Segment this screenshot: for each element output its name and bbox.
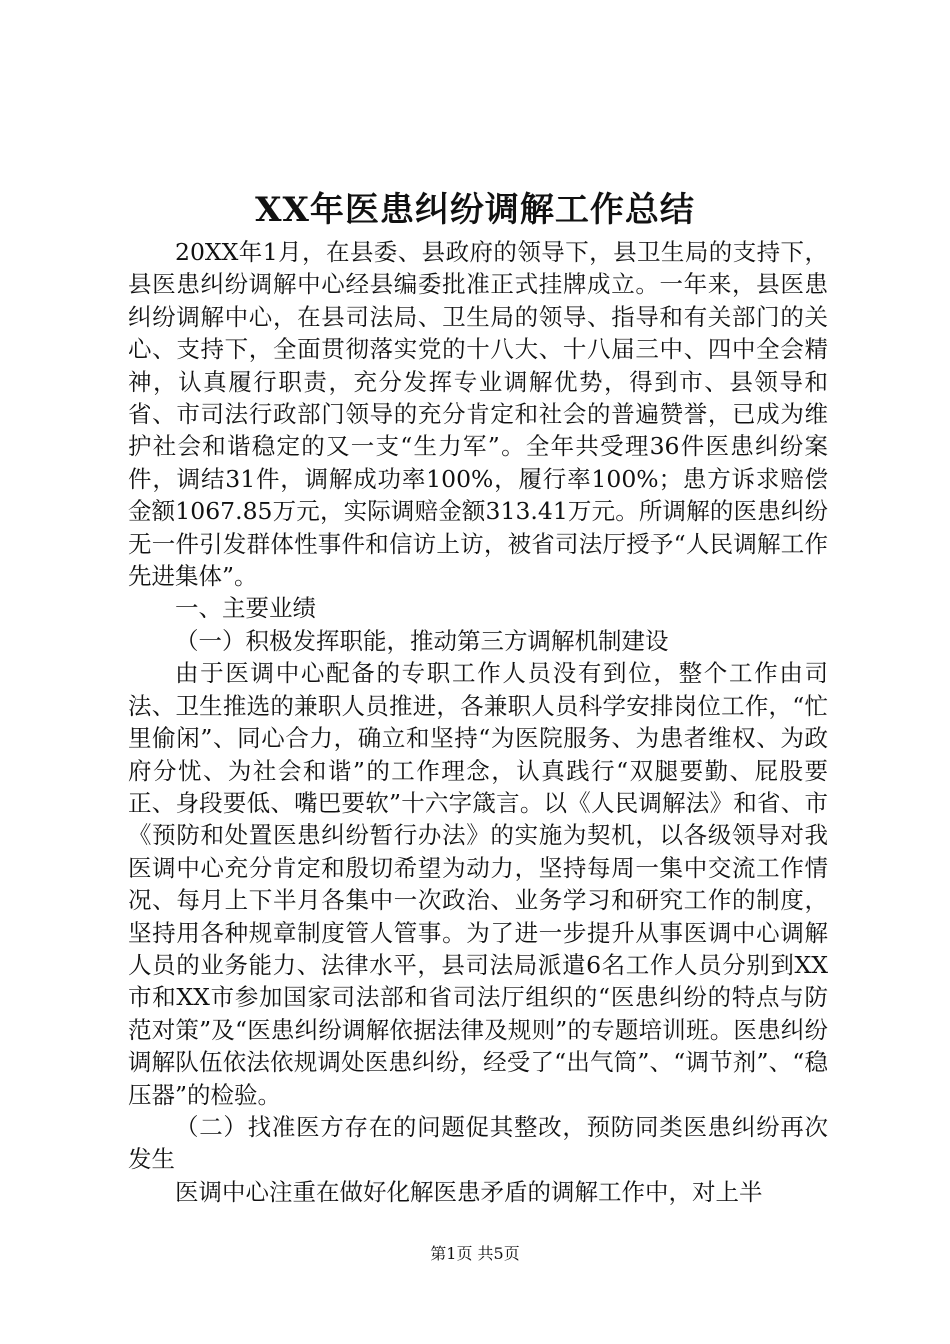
paragraph-subsection-1: 由于医调中心配备的专职工作人员没有到位，整个工作由司法、卫生推选的兼职人员推进，各兼职人员科学安排岗位工作，“忙里偷闲”、同心合力，确立和坚持“为医院服务、为患者维权、为政府分忧、为社会和谐”的工作理念，认真践行“双腿要勤、屁股要正、身段要低、嘴巴要软”十六字箴言。以《人民调解法》和省、市《预防和处置医患纠纷暂行办法》的实施为契机，以各级领导对我医调中心充分肯定和殷切希望为动力，坚持每周一集中交流工作情况、每月上下半月各集中一次政治、业务学习和研究工作的制度，坚持用各种规章制度管人管事。为了进一步提升从事医调中心调解人员的业务能力、法律水平，县司法局派遣6名工作人员分别到XX市和XX市参加国家司法部和省司法厅组织的“医患纠纷的特点与防范对策”及“医患纠纷调解依据法律及规则”的专题培训班。医患纠纷调解队伍依法依规调处医患纠纷，经受了“出气筒”、“调节剂”、“稳压器”的检验。 <box>128 659 828 1109</box>
paragraph-intro: 20XX年1月，在县委、县政府的领导下，县卫生局的支持下，县医患纠纷调解中心经县编委批准正式挂牌成立。一年来，县医患纠纷调解中心，在县司法局、卫生局的领导、指导和有关部门的关心、支持下，全面贯彻落实党的十八大、十八届三中、四中全会精神，认真履行职责，充分发挥专业调解优势，得到市、县领导和省、市司法行政部门领导的充分肯定和社会的普遍赞誉，已成为维护社会和谐稳定的又一支“生力军”。全年共受理36件医患纠纷案件，调结31件，调解成功率100%，履行率100%；患方诉求赔偿金额1067.85万元，实际调赔金额313.41万元。所调解的医患纠纷无一件引发群体性事件和信访上访，被省司法厅授予“人民调解工作先进集体”。 <box>128 238 828 591</box>
subsection-heading-1: （一）积极发挥职能，推动第三方调解机制建设 <box>175 626 669 655</box>
document-title: XX年医患纠纷调解工作总结 <box>255 190 695 230</box>
section-heading-main-achievements: 一、主要业绩 <box>175 594 316 623</box>
subsection-heading-2: （二）找准医方存在的问题促其整改，预防同类医患纠纷再次发生 <box>128 1112 828 1174</box>
page-footer: 第1页 共5页 <box>430 1244 520 1263</box>
document-body <box>128 236 828 1208</box>
paragraph-subsection-2: 医调中心注重在做好化解医患矛盾的调解工作中，对上半 <box>175 1177 763 1206</box>
